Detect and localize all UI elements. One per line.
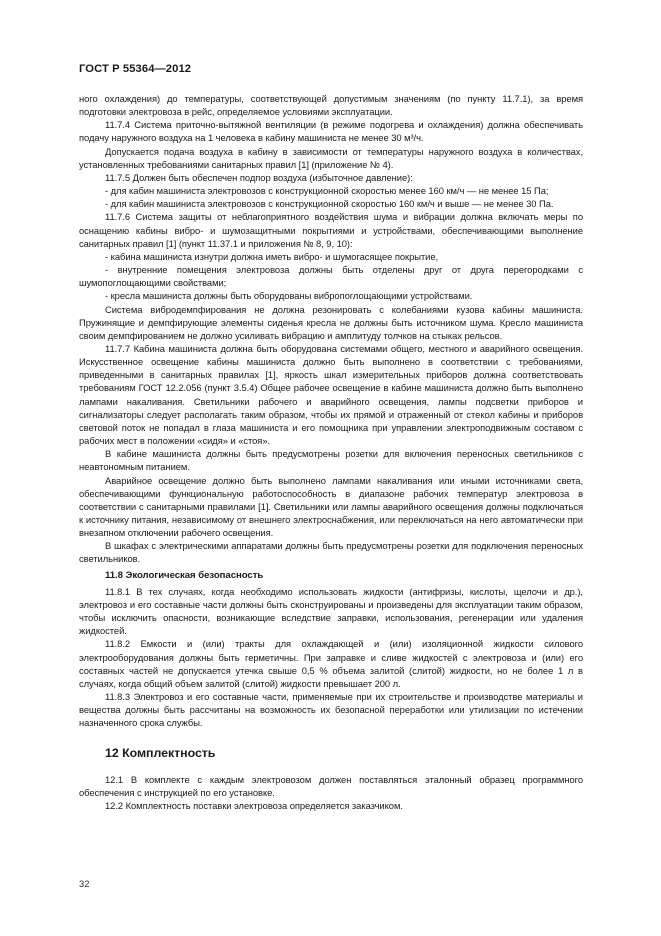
- paragraph: Аварийное освещение должно быть выполнено лампами накаливания или иными источниками света, обеспечивающими функциональную работоспособность в диапазоне рабочих температур электровоза в соответствии с санитарными правилами [1]. Светильники или лампы аварийного освещения должны подключаться к источнику питания, независимому от внешнего электроснабжения, или переключаться на него автоматически при внезапном отключении рабочего освещения.: [79, 474, 583, 539]
- list-item: - кабина машиниста изнутри должна иметь вибро- и шумогасящее покрытие,: [105, 250, 439, 262]
- document-body: [79, 92, 583, 812]
- paragraph-11-8-1: 11.8.1 В тех случаях, когда необходимо использовать жидкости (антифризы, кислоты, щелочи и др.), электровоз и его составные части должны быть сконструированы и произведены для эксплуатации таким образом, чтобы исключить опасности, возникающие вследствие заправки, использования, регенерации или удаления жидкостей.: [79, 585, 583, 637]
- list-item: - кресла машиниста должны быть оборудованы вибропоглощающими устройствами.: [105, 290, 473, 302]
- paragraph-12-2: 12.2 Комплектность поставки электровоза определяется заказчиком.: [105, 799, 403, 811]
- paragraph-11-7-6: 11.7.6 Система защиты от неблагоприятного воздействия шума и вибрации должна включать меры по оснащению кабины вибро- и шумозащитными покрытиями и устройствами, обеспечивающими выполнение санитарных правил [1] (пункт 11.37.1 и приложения № 8, 9, 10):: [79, 211, 583, 249]
- paragraph-11-7-7: 11.7.7 Кабина машиниста должна быть оборудована системами общего, местного и аварийного освещения. Искусственное освещение кабины машиниста должно быть выполнено в соответствии с требованиями, приведенными в санитарных правилах [1], яркость шкал измерительных приборов должна соответствовать требованиям ГОСТ 12.2.056 (пункт 3.5.4) Общее рабочее освещение в кабине машиниста должно быть выполнено лампами накаливания. Светильники рабочего и аварийного освещения, лампы подсветки приборов и сигнализаторы следует располагать таким образом, чтобы их прямой и отраженный от стекол кабины и приборов световой поток не попадал в глаза машиниста и его помощника при управлении электроподвижным составом с рабочих мест в положении «сидя» и «стоя».: [79, 342, 583, 447]
- paragraph-11-8-2: 11.8.2 Емкости и (или) тракты для охлаждающей и (или) изоляционной жидкости силового электрооборудования должны быть герметичны. При заправке и сливе жидкостей с электровоза и (или) его составных частей не допускается утечка свыше 0,5 % объема залитой (слитой) жидкости, но не более 1 л в случаях, когда общий объем залитой (слитой) жидкости превышает 200 л.: [79, 638, 583, 689]
- paragraph: Система вибродемпфирования не должна резонировать с колебаниями кузова кабины машиниста. Пружинящие и демпфирующие элементы сиденья кресла не должны быть источником шума. Кресло машиниста своим демпфированием не должно усиливать вибрацию и амплитуду толчков на стыках рельсов.: [79, 303, 583, 341]
- paragraph: ного охлаждения) до температуры, соответствующей допустимым значениям (по пункту 11.7.1), за время подготовки электровоза в рейс, определяемое условиями эксплуатации.: [79, 93, 583, 118]
- page-number: 32: [79, 878, 90, 889]
- list-item: - для кабин машиниста электровозов с конструкционной скоростью 160 км/ч и выше — не менее 30 Па.: [105, 198, 554, 210]
- section-heading-11-8: 11.8 Экологическая безопасность: [105, 569, 264, 581]
- document-header: ГОСТ Р 55364—2012: [79, 63, 192, 75]
- paragraph: В шкафах с электрическими аппаратами должны быть предусмотрены розетки для подключения переносных светильников.: [79, 540, 583, 565]
- paragraph: В кабине машиниста должны быть предусмотрены розетки для включения переносных светильников с неавтономным питанием.: [79, 448, 583, 473]
- list-item: - для кабин машиниста электровозов с конструкционной скоростью менее 160 км/ч — не менее 15 Па;: [105, 185, 549, 197]
- paragraph-11-7-5: 11.7.5 Должен быть обеспечен подпор воздуха (избыточное давление):: [105, 171, 413, 183]
- section-heading-12: 12 Комплектность: [105, 745, 216, 760]
- paragraph-11-7-4: 11.7.4 Система приточно-вытяжной вентиляции (в режиме подогрева и охлаждения) должна обеспечивать подачу наружного воздуха на 1 человека в кабину машиниста не менее 30 м³/ч.: [79, 119, 583, 144]
- paragraph-11-8-3: 11.8.3 Электровоз и его составные части, применяемые при их строительстве и производстве материалы и вещества должны быть рассчитаны на возможность их безопасной переработки или утилизации по истечении назначенного срока службы.: [79, 691, 583, 729]
- paragraph: Допускается подача воздуха в кабину в зависимости от температуры наружного воздуха в количествах, установленных требованиями санитарных правил [1] (приложение № 4).: [79, 145, 583, 170]
- paragraph-12-1: 12.1 В комплекте с каждым электровозом должен поставляться эталонный образец программного обеспечения с инструкцией по его установке.: [79, 773, 583, 798]
- list-item: - внутренние помещения электровоза должны быть отделены друг от друга перегородками с шумопоглощающими свойствами;: [79, 264, 583, 289]
